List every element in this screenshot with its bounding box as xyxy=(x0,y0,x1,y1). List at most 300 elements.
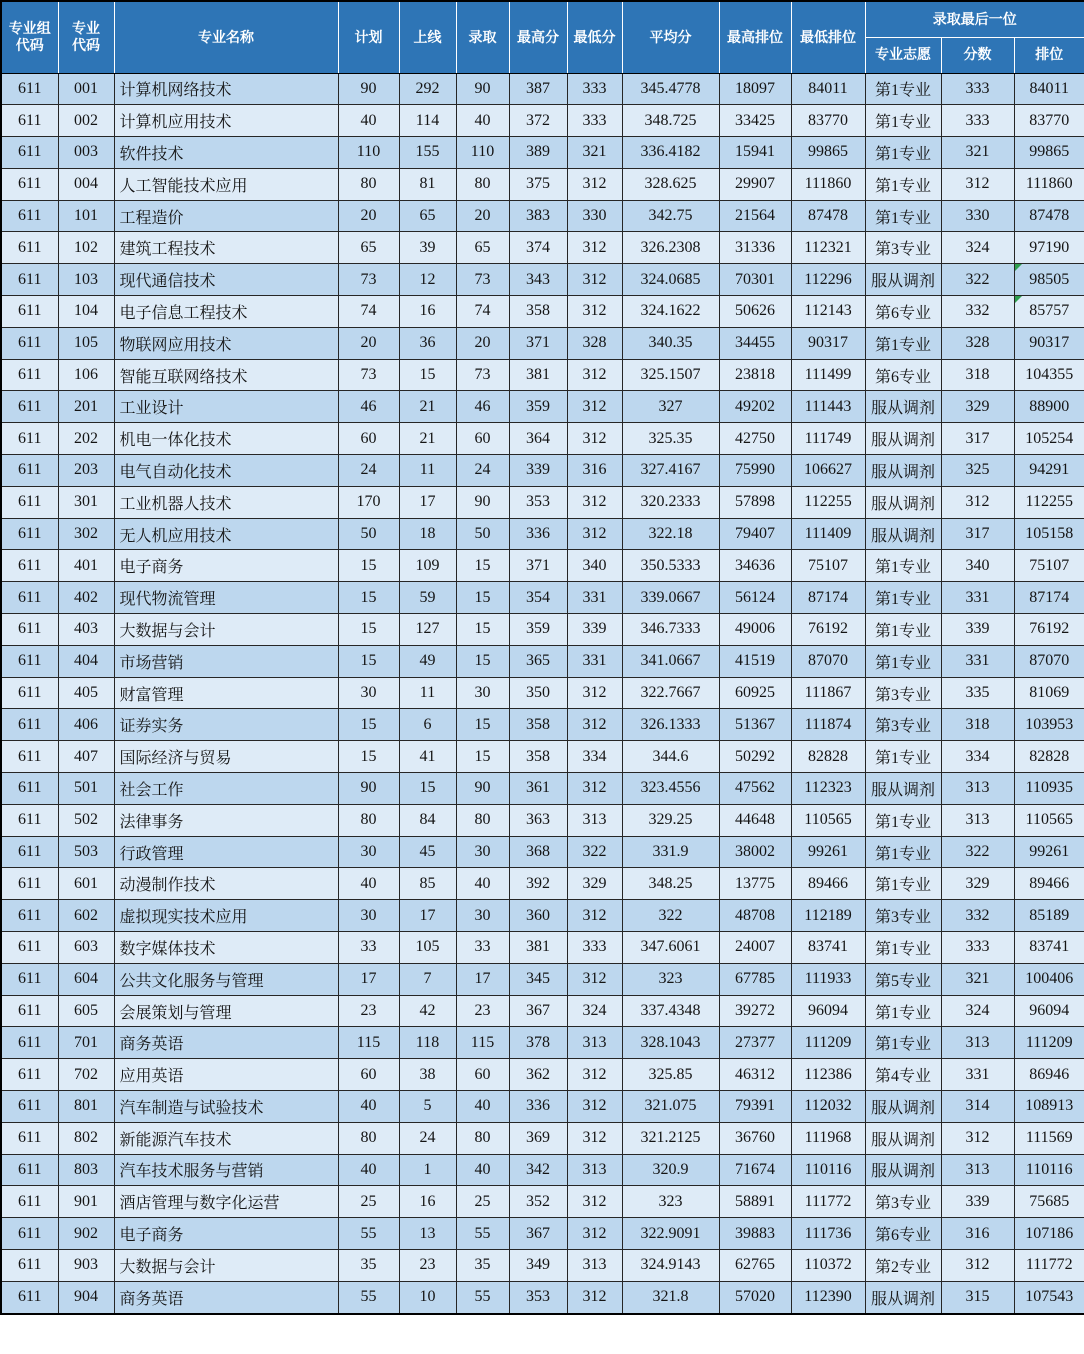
cell-admitted: 60 xyxy=(456,1059,509,1091)
cell-admitted: 74 xyxy=(456,296,509,328)
cell-admitted: 40 xyxy=(456,105,509,137)
cell-min-score: 312 xyxy=(567,1122,622,1154)
cell-avg-score: 342.75 xyxy=(622,200,719,232)
green-corner-flag-icon xyxy=(1015,264,1022,271)
cell-min-score: 312 xyxy=(567,709,622,741)
cell-last-rank: 87174 xyxy=(1014,582,1084,614)
cell-last-rank: 105158 xyxy=(1014,518,1084,550)
cell-last-rank: 87478 xyxy=(1014,200,1084,232)
cell-group-code: 611 xyxy=(1,804,58,836)
table-body xyxy=(1,73,1084,1314)
cell-last-score: 313 xyxy=(941,804,1014,836)
cell-min-rank: 112255 xyxy=(791,486,865,518)
cell-last-preference: 第1专业 xyxy=(865,327,941,359)
cell-last-preference: 服从调剂 xyxy=(865,773,941,805)
cell-min-score: 312 xyxy=(567,1186,622,1218)
cell-group-code: 611 xyxy=(1,932,58,964)
cell-plan: 73 xyxy=(338,359,399,391)
cell-major-code: 604 xyxy=(58,963,114,995)
cell-plan: 80 xyxy=(338,804,399,836)
cell-group-code: 611 xyxy=(1,1122,58,1154)
cell-major-name: 物联网应用技术 xyxy=(114,327,338,359)
cell-online: 109 xyxy=(399,550,456,582)
cell-group-code: 611 xyxy=(1,900,58,932)
cell-avg-score: 320.2333 xyxy=(622,486,719,518)
cell-last-score: 329 xyxy=(941,868,1014,900)
cell-major-name: 数字媒体技术 xyxy=(114,932,338,964)
cell-online: 84 xyxy=(399,804,456,836)
cell-min-rank: 111860 xyxy=(791,168,865,200)
cell-major-name: 现代物流管理 xyxy=(114,582,338,614)
cell-admitted: 15 xyxy=(456,645,509,677)
cell-last-score: 313 xyxy=(941,1027,1014,1059)
cell-major-name: 商务英语 xyxy=(114,1027,338,1059)
cell-major-code: 701 xyxy=(58,1027,114,1059)
cell-min-rank: 112296 xyxy=(791,264,865,296)
cell-min-rank: 112143 xyxy=(791,296,865,328)
cell-plan: 110 xyxy=(338,137,399,169)
cell-last-preference: 第1专业 xyxy=(865,1027,941,1059)
cell-plan: 55 xyxy=(338,1281,399,1313)
cell-min-rank: 83741 xyxy=(791,932,865,964)
cell-max-score: 349 xyxy=(509,1249,567,1281)
cell-group-code: 611 xyxy=(1,455,58,487)
cell-group-code: 611 xyxy=(1,168,58,200)
cell-min-rank: 111933 xyxy=(791,963,865,995)
cell-last-preference: 第1专业 xyxy=(865,137,941,169)
cell-min-score: 313 xyxy=(567,1027,622,1059)
cell-online: 155 xyxy=(399,137,456,169)
cell-max-score: 360 xyxy=(509,900,567,932)
cell-min-rank: 112386 xyxy=(791,1059,865,1091)
cell-admitted: 35 xyxy=(456,1249,509,1281)
cell-min-score: 330 xyxy=(567,200,622,232)
cell-group-code: 611 xyxy=(1,995,58,1027)
cell-major-code: 702 xyxy=(58,1059,114,1091)
cell-min-score: 312 xyxy=(567,296,622,328)
cell-major-code: 407 xyxy=(58,741,114,773)
cell-plan: 17 xyxy=(338,963,399,995)
cell-major-code: 002 xyxy=(58,105,114,137)
cell-last-rank: 110565 xyxy=(1014,804,1084,836)
cell-max-score: 358 xyxy=(509,296,567,328)
cell-online: 38 xyxy=(399,1059,456,1091)
cell-last-rank: 85189 xyxy=(1014,900,1084,932)
cell-min-rank: 75107 xyxy=(791,550,865,582)
cell-major-name: 电子商务 xyxy=(114,1218,338,1250)
cell-max-rank: 50626 xyxy=(719,296,791,328)
cell-major-code: 402 xyxy=(58,582,114,614)
cell-online: 21 xyxy=(399,423,456,455)
cell-major-code: 003 xyxy=(58,137,114,169)
cell-avg-score: 323 xyxy=(622,1186,719,1218)
cell-last-rank: 111860 xyxy=(1014,168,1084,200)
cell-last-rank: 82828 xyxy=(1014,741,1084,773)
cell-last-score: 325 xyxy=(941,455,1014,487)
cell-avg-score: 321.075 xyxy=(622,1091,719,1123)
cell-min-rank: 112321 xyxy=(791,232,865,264)
cell-max-rank: 50292 xyxy=(719,741,791,773)
table-row xyxy=(1,200,1084,232)
table-row xyxy=(1,1154,1084,1186)
cell-max-rank: 48708 xyxy=(719,900,791,932)
cell-avg-score: 325.85 xyxy=(622,1059,719,1091)
cell-max-rank: 29907 xyxy=(719,168,791,200)
cell-major-code: 503 xyxy=(58,836,114,868)
cell-min-rank: 111867 xyxy=(791,677,865,709)
cell-last-score: 321 xyxy=(941,963,1014,995)
cell-major-code: 901 xyxy=(58,1186,114,1218)
cell-max-rank: 23818 xyxy=(719,359,791,391)
cell-max-score: 354 xyxy=(509,582,567,614)
cell-online: 85 xyxy=(399,868,456,900)
table-row xyxy=(1,963,1084,995)
cell-max-score: 353 xyxy=(509,1281,567,1313)
cell-group-code: 611 xyxy=(1,550,58,582)
col-header-online: 上线 xyxy=(399,1,456,73)
cell-major-name: 工业机器人技术 xyxy=(114,486,338,518)
cell-plan: 80 xyxy=(338,168,399,200)
cell-avg-score: 327.4167 xyxy=(622,455,719,487)
cell-admitted: 15 xyxy=(456,614,509,646)
cell-online: 7 xyxy=(399,963,456,995)
cell-min-rank: 110372 xyxy=(791,1249,865,1281)
cell-last-rank: 105254 xyxy=(1014,423,1084,455)
cell-last-rank: 112255 xyxy=(1014,486,1084,518)
cell-major-name: 机电一体化技术 xyxy=(114,423,338,455)
cell-last-score: 315 xyxy=(941,1281,1014,1313)
table-row xyxy=(1,296,1084,328)
table-row xyxy=(1,327,1084,359)
col-header-last-preference: 专业志愿 xyxy=(865,37,941,73)
cell-plan: 40 xyxy=(338,868,399,900)
cell-avg-score: 341.0667 xyxy=(622,645,719,677)
cell-last-preference: 第1专业 xyxy=(865,550,941,582)
table-row xyxy=(1,1249,1084,1281)
cell-max-rank: 47562 xyxy=(719,773,791,805)
cell-last-preference: 服从调剂 xyxy=(865,264,941,296)
cell-max-score: 364 xyxy=(509,423,567,455)
cell-min-score: 312 xyxy=(567,1091,622,1123)
col-header-group-code-line1: 专业组 xyxy=(8,19,51,36)
cell-max-rank: 33425 xyxy=(719,105,791,137)
cell-last-preference: 服从调剂 xyxy=(865,1122,941,1154)
cell-min-score: 312 xyxy=(567,518,622,550)
cell-min-rank: 89466 xyxy=(791,868,865,900)
cell-plan: 15 xyxy=(338,741,399,773)
cell-avg-score: 328.1043 xyxy=(622,1027,719,1059)
cell-last-preference: 第1专业 xyxy=(865,932,941,964)
table-row xyxy=(1,709,1084,741)
cell-admitted: 15 xyxy=(456,550,509,582)
cell-max-score: 359 xyxy=(509,614,567,646)
cell-max-score: 375 xyxy=(509,168,567,200)
cell-max-rank: 41519 xyxy=(719,645,791,677)
cell-admitted: 40 xyxy=(456,1154,509,1186)
cell-max-rank: 75990 xyxy=(719,455,791,487)
cell-major-code: 106 xyxy=(58,359,114,391)
cell-online: 45 xyxy=(399,836,456,868)
cell-admitted: 20 xyxy=(456,200,509,232)
cell-last-preference: 第1专业 xyxy=(865,105,941,137)
cell-admitted: 40 xyxy=(456,868,509,900)
cell-avg-score: 326.2308 xyxy=(622,232,719,264)
cell-avg-score: 344.6 xyxy=(622,741,719,773)
cell-max-score: 358 xyxy=(509,741,567,773)
cell-last-preference: 第1专业 xyxy=(865,614,941,646)
cell-group-code: 611 xyxy=(1,1154,58,1186)
cell-major-name: 电子商务 xyxy=(114,550,338,582)
cell-min-score: 312 xyxy=(567,677,622,709)
cell-last-preference: 服从调剂 xyxy=(865,1091,941,1123)
cell-admitted: 65 xyxy=(456,232,509,264)
cell-plan: 15 xyxy=(338,614,399,646)
cell-max-rank: 42750 xyxy=(719,423,791,455)
cell-max-rank: 49006 xyxy=(719,614,791,646)
cell-last-preference: 第3专业 xyxy=(865,1186,941,1218)
cell-avg-score: 348.25 xyxy=(622,868,719,900)
cell-avg-score: 336.4182 xyxy=(622,137,719,169)
cell-group-code: 611 xyxy=(1,614,58,646)
cell-last-score: 322 xyxy=(941,836,1014,868)
cell-max-rank: 44648 xyxy=(719,804,791,836)
cell-major-name: 工程造价 xyxy=(114,200,338,232)
cell-avg-score: 322.7667 xyxy=(622,677,719,709)
col-header-last-rank: 排位 xyxy=(1014,37,1084,73)
col-header-last-score: 分数 xyxy=(941,37,1014,73)
cell-max-score: 363 xyxy=(509,804,567,836)
cell-last-rank: 108913 xyxy=(1014,1091,1084,1123)
cell-plan: 50 xyxy=(338,518,399,550)
cell-max-rank: 57898 xyxy=(719,486,791,518)
cell-min-score: 312 xyxy=(567,232,622,264)
cell-plan: 33 xyxy=(338,932,399,964)
cell-major-code: 001 xyxy=(58,73,114,105)
cell-major-name: 大数据与会计 xyxy=(114,614,338,646)
cell-group-code: 611 xyxy=(1,200,58,232)
table-row xyxy=(1,773,1084,805)
cell-min-score: 312 xyxy=(567,391,622,423)
cell-min-rank: 112390 xyxy=(791,1281,865,1313)
table-row xyxy=(1,645,1084,677)
cell-online: 59 xyxy=(399,582,456,614)
cell-min-rank: 111443 xyxy=(791,391,865,423)
table-row xyxy=(1,995,1084,1027)
cell-last-preference: 第3专业 xyxy=(865,677,941,709)
cell-last-rank: 94291 xyxy=(1014,455,1084,487)
cell-min-score: 312 xyxy=(567,359,622,391)
cell-max-rank: 60925 xyxy=(719,677,791,709)
col-header-major-code xyxy=(58,1,114,73)
table-row xyxy=(1,741,1084,773)
cell-max-rank: 34636 xyxy=(719,550,791,582)
cell-last-rank: 90317 xyxy=(1014,327,1084,359)
cell-last-rank: 96094 xyxy=(1014,995,1084,1027)
cell-last-preference: 服从调剂 xyxy=(865,423,941,455)
cell-min-rank: 112323 xyxy=(791,773,865,805)
cell-max-score: 336 xyxy=(509,518,567,550)
cell-plan: 15 xyxy=(338,645,399,677)
cell-max-rank: 71674 xyxy=(719,1154,791,1186)
cell-group-code: 611 xyxy=(1,1059,58,1091)
cell-major-name: 汽车制造与试验技术 xyxy=(114,1091,338,1123)
cell-online: 49 xyxy=(399,645,456,677)
cell-last-rank: 103953 xyxy=(1014,709,1084,741)
cell-major-name: 工业设计 xyxy=(114,391,338,423)
cell-online: 24 xyxy=(399,1122,456,1154)
cell-max-score: 336 xyxy=(509,1091,567,1123)
cell-plan: 15 xyxy=(338,550,399,582)
cell-max-rank: 62765 xyxy=(719,1249,791,1281)
cell-online: 41 xyxy=(399,741,456,773)
cell-major-name: 汽车技术服务与营销 xyxy=(114,1154,338,1186)
cell-major-name: 商务英语 xyxy=(114,1281,338,1313)
cell-plan: 115 xyxy=(338,1027,399,1059)
cell-last-score: 332 xyxy=(941,900,1014,932)
cell-last-rank: 88900 xyxy=(1014,391,1084,423)
cell-admitted: 15 xyxy=(456,741,509,773)
cell-admitted: 73 xyxy=(456,359,509,391)
cell-admitted: 25 xyxy=(456,1186,509,1218)
cell-max-score: 371 xyxy=(509,327,567,359)
cell-admitted: 55 xyxy=(456,1218,509,1250)
cell-min-score: 333 xyxy=(567,932,622,964)
cell-max-rank: 79391 xyxy=(719,1091,791,1123)
cell-last-preference: 服从调剂 xyxy=(865,486,941,518)
cell-admitted: 15 xyxy=(456,582,509,614)
cell-last-preference: 第1专业 xyxy=(865,200,941,232)
table-row xyxy=(1,73,1084,105)
cell-min-rank: 111736 xyxy=(791,1218,865,1250)
cell-admitted: 30 xyxy=(456,900,509,932)
table-header xyxy=(1,1,1084,73)
cell-max-score: 371 xyxy=(509,550,567,582)
cell-last-rank: 75685 xyxy=(1014,1186,1084,1218)
cell-avg-score: 325.35 xyxy=(622,423,719,455)
cell-major-name: 国际经济与贸易 xyxy=(114,741,338,773)
cell-online: 42 xyxy=(399,995,456,1027)
cell-admitted: 80 xyxy=(456,804,509,836)
cell-max-score: 367 xyxy=(509,1218,567,1250)
col-header-min-score: 最低分 xyxy=(567,1,622,73)
cell-admitted: 30 xyxy=(456,836,509,868)
cell-online: 16 xyxy=(399,1186,456,1218)
cell-last-rank: 86946 xyxy=(1014,1059,1084,1091)
cell-last-preference: 第1专业 xyxy=(865,995,941,1027)
cell-major-name: 无人机应用技术 xyxy=(114,518,338,550)
cell-plan: 23 xyxy=(338,995,399,1027)
cell-min-score: 312 xyxy=(567,963,622,995)
cell-major-code: 802 xyxy=(58,1122,114,1154)
cell-last-score: 332 xyxy=(941,296,1014,328)
cell-major-name: 建筑工程技术 xyxy=(114,232,338,264)
table-row xyxy=(1,582,1084,614)
cell-major-name: 智能互联网络技术 xyxy=(114,359,338,391)
cell-last-preference: 服从调剂 xyxy=(865,391,941,423)
cell-min-score: 312 xyxy=(567,423,622,455)
cell-min-rank: 111749 xyxy=(791,423,865,455)
cell-online: 18 xyxy=(399,518,456,550)
cell-last-score: 324 xyxy=(941,232,1014,264)
cell-admitted: 60 xyxy=(456,423,509,455)
cell-max-rank: 24007 xyxy=(719,932,791,964)
cell-max-score: 362 xyxy=(509,1059,567,1091)
cell-avg-score: 321.8 xyxy=(622,1281,719,1313)
cell-major-code: 602 xyxy=(58,900,114,932)
cell-plan: 80 xyxy=(338,1122,399,1154)
cell-major-code: 801 xyxy=(58,1091,114,1123)
cell-admitted: 90 xyxy=(456,73,509,105)
cell-max-rank: 31336 xyxy=(719,232,791,264)
cell-last-preference: 第1专业 xyxy=(865,73,941,105)
cell-max-score: 392 xyxy=(509,868,567,900)
col-header-max-score: 最高分 xyxy=(509,1,567,73)
cell-max-score: 352 xyxy=(509,1186,567,1218)
table-row xyxy=(1,359,1084,391)
header-row-main xyxy=(1,1,1084,37)
cell-last-preference: 服从调剂 xyxy=(865,518,941,550)
cell-admitted: 80 xyxy=(456,1122,509,1154)
cell-admitted: 17 xyxy=(456,963,509,995)
cell-last-score: 312 xyxy=(941,1122,1014,1154)
cell-last-preference: 第3专业 xyxy=(865,709,941,741)
cell-last-score: 313 xyxy=(941,773,1014,805)
cell-last-rank: 111772 xyxy=(1014,1249,1084,1281)
cell-admitted: 73 xyxy=(456,264,509,296)
cell-online: 15 xyxy=(399,359,456,391)
table-row xyxy=(1,423,1084,455)
cell-admitted: 15 xyxy=(456,709,509,741)
cell-admitted: 110 xyxy=(456,137,509,169)
cell-last-score: 333 xyxy=(941,105,1014,137)
cell-last-preference: 第3专业 xyxy=(865,232,941,264)
cell-min-score: 313 xyxy=(567,804,622,836)
cell-online: 11 xyxy=(399,677,456,709)
cell-group-code: 611 xyxy=(1,963,58,995)
cell-plan: 20 xyxy=(338,327,399,359)
cell-min-rank: 111209 xyxy=(791,1027,865,1059)
cell-major-name: 社会工作 xyxy=(114,773,338,805)
cell-max-rank: 70301 xyxy=(719,264,791,296)
cell-max-rank: 46312 xyxy=(719,1059,791,1091)
cell-min-rank: 82828 xyxy=(791,741,865,773)
cell-admitted: 55 xyxy=(456,1281,509,1313)
cell-admitted: 23 xyxy=(456,995,509,1027)
cell-max-score: 383 xyxy=(509,200,567,232)
cell-online: 118 xyxy=(399,1027,456,1059)
cell-plan: 40 xyxy=(338,1091,399,1123)
cell-last-score: 339 xyxy=(941,614,1014,646)
cell-major-code: 201 xyxy=(58,391,114,423)
table-row xyxy=(1,137,1084,169)
cell-last-rank: 83741 xyxy=(1014,932,1084,964)
cell-last-preference: 第1专业 xyxy=(865,168,941,200)
cell-max-score: 374 xyxy=(509,232,567,264)
cell-min-score: 312 xyxy=(567,1218,622,1250)
cell-avg-score: 346.7333 xyxy=(622,614,719,646)
cell-major-name: 人工智能技术应用 xyxy=(114,168,338,200)
cell-admitted: 46 xyxy=(456,391,509,423)
cell-major-code: 902 xyxy=(58,1218,114,1250)
cell-major-name: 公共文化服务与管理 xyxy=(114,963,338,995)
cell-avg-score: 345.4778 xyxy=(622,73,719,105)
cell-max-score: 359 xyxy=(509,391,567,423)
cell-max-rank: 15941 xyxy=(719,137,791,169)
cell-min-score: 329 xyxy=(567,868,622,900)
cell-min-rank: 112189 xyxy=(791,900,865,932)
cell-major-name: 应用英语 xyxy=(114,1059,338,1091)
cell-last-score: 318 xyxy=(941,359,1014,391)
